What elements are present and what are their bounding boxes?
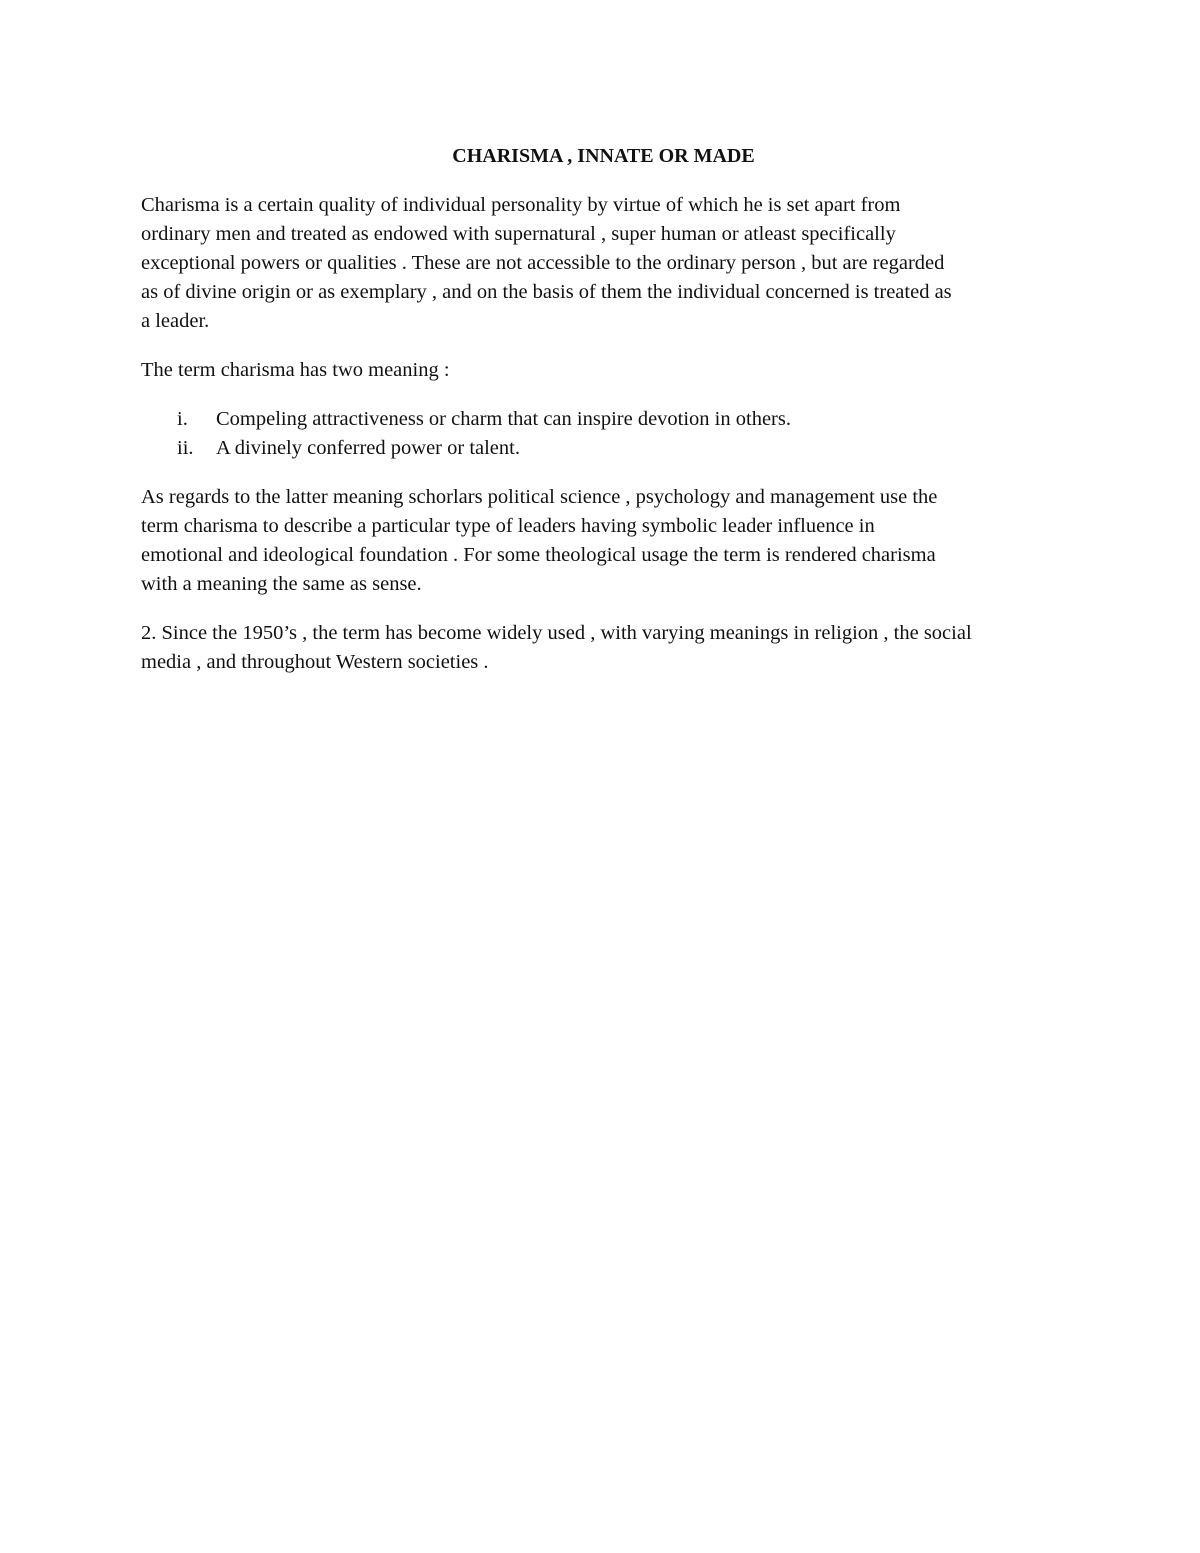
paragraph-line: Charisma is a certain quality of individual personality by virtue of which he is set apart from [141,194,901,216]
list-marker: ii. [177,437,194,459]
paragraph-latter-meaning [141,483,1066,599]
paragraph-line: ordinary men and treated as endowed with supernatural , super human or atleast specifically [141,223,896,245]
paragraph-definition [141,191,1066,336]
paragraph-meanings-intro: The term charisma has two meaning : [141,359,450,381]
list-item [141,405,1066,434]
document-title: CHARISMA , INNATE OR MADE [452,145,755,167]
list-item-text: A divinely conferred power or talent. [216,437,520,459]
paragraph-since-1950s [141,619,1066,677]
document-body [141,142,1066,697]
list-item-text: Compeling attractiveness or charm that can inspire devotion in others. [216,408,791,430]
paragraph-line: term charisma to describe a particular type of leaders having symbolic leader influence in [141,515,875,537]
paragraph-line: As regards to the latter meaning schorlars political science , psychology and management use the [141,486,938,508]
paragraph-line: media , and throughout Western societies . [141,651,489,673]
paragraph-line: exceptional powers or qualities . These are not accessible to the ordinary person , but are regarded [141,252,945,274]
list-marker: i. [177,408,188,430]
paragraph-line: 2. Since the 1950’s , the term has become widely used , with varying meanings in religion , the social [141,622,972,644]
paragraph-line: a leader. [141,310,210,332]
paragraph-line: emotional and ideological foundation . For some theological usage the term is rendered charisma [141,544,936,566]
meanings-list [141,405,1066,463]
list-item [141,434,1066,463]
paragraph-line: as of divine origin or as exemplary , and on the basis of them the individual concerned is treated as [141,281,952,303]
paragraph-line: with a meaning the same as sense. [141,573,422,595]
